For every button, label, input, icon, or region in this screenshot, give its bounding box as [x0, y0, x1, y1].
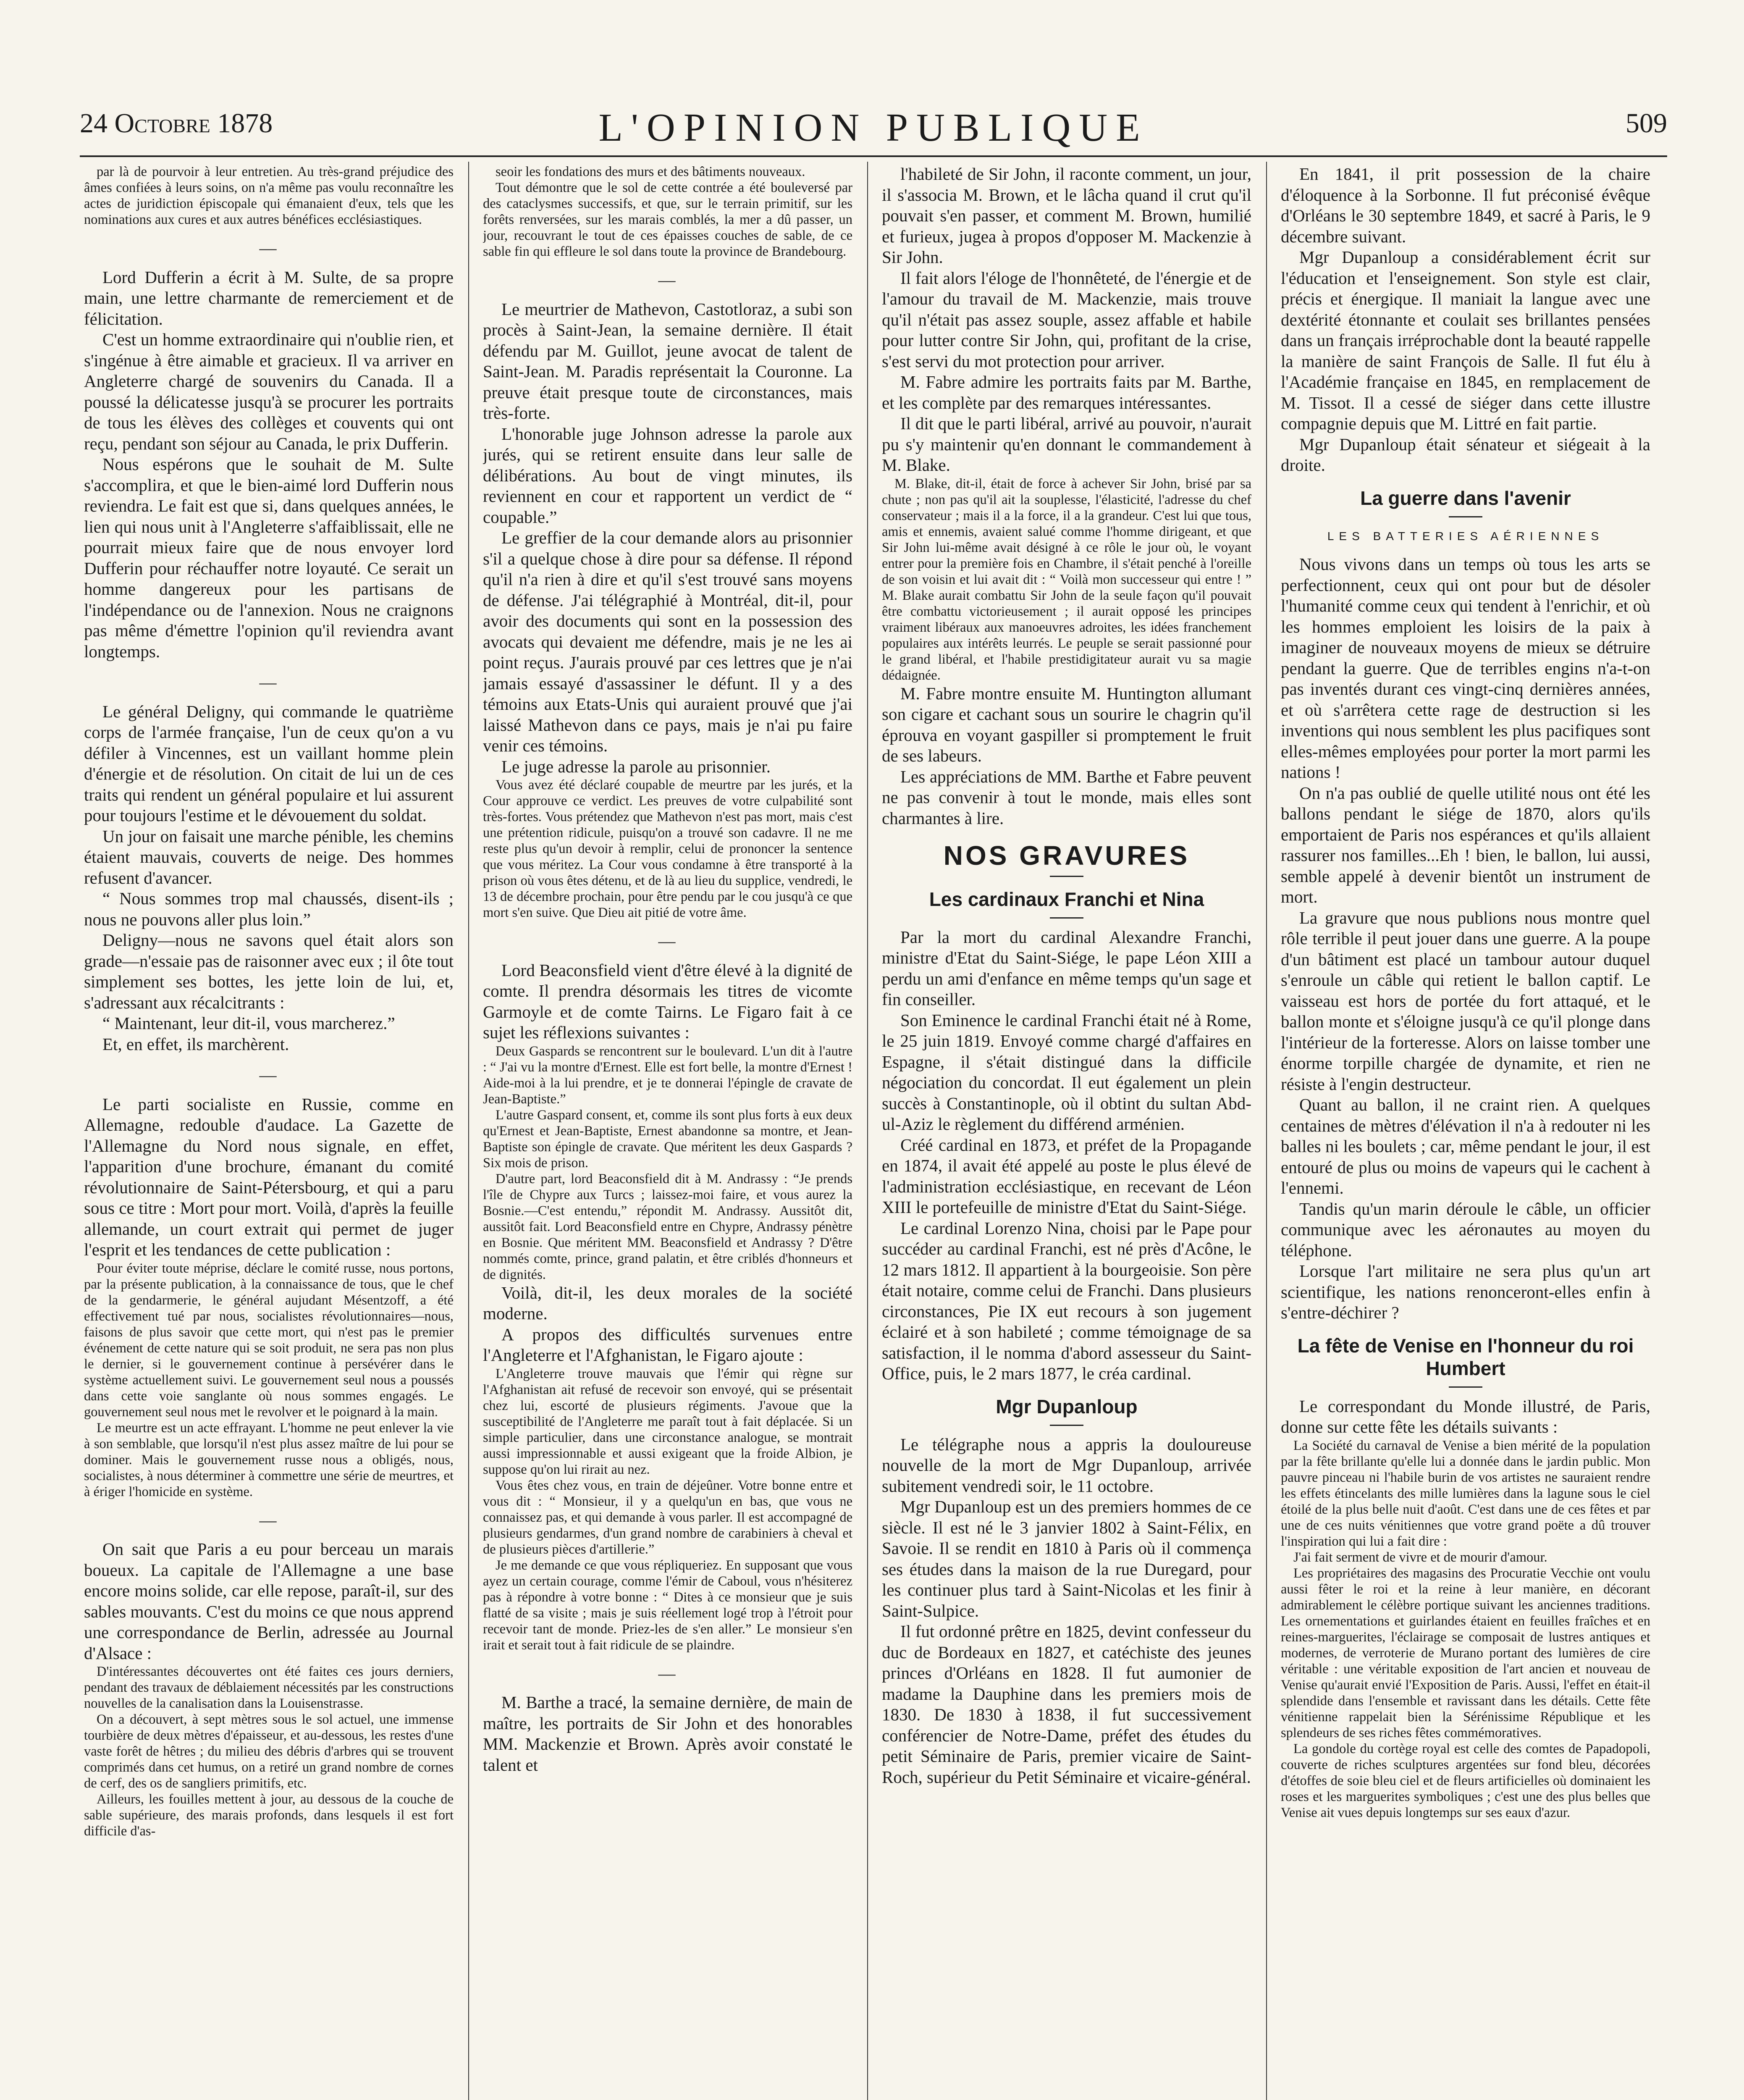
quoted-paragraph: L'Angleterre trouve mauvais que l'émir qui règne sur l'Afghanistan ait refusé de recevoir son envoyé, qui se présentait chez lui, escorté de plusieurs régiments. J'avoue que la susceptibilité de l'Angleterre me paraît tout à fait déplacée. Si un simple particulier, dans une circonstance analogue, se montrait aussi impressionnable et aussi exigeant que la froide Albion, je suppose qu'on lui rirait au nez.: [483, 1366, 852, 1477]
section-separator: —: [259, 672, 278, 692]
quoted-paragraph: L'autre Gaspard consent, et, comme ils sont plus forts à eux deux qu'Ernest et Jean-Baptiste, Ernest abandonne sa montre, et Jean-Baptiste son épingle de cravate. Que méritent les deux Gaspards ? Six mois de prison.: [483, 1107, 852, 1171]
paragraph: M. Barthe a tracé, la semaine dernière, de main de maître, les portraits de Sir John et des honorables MM. Mackenzie et Brown. Après avoir constaté le talent et: [483, 1693, 852, 1774]
quoted-paragraph: D'autre part, lord Beaconsfield dit à M. Andrassy : “Je prends l'île de Chypre aux Turcs ; laissez-moi faire, et vous aurez la Bosnie.—C'est entendu,” répondit M. Andrassy. Aussitôt dit, aussitôt fait. Lord Beaconsfield entre en Chypre, Andrassy pénètre en Bosnie. Que méritent MM. Beaconsfield et Andrassy ? D'être nommés comte, prince, grand palatin, et être criblés d'honneurs et de dignités.: [483, 1171, 852, 1282]
paragraph: Lord Beaconsfield vient d'être élevé à la dignité de comte. Il prendra désormais les titres de vicomte Garmoyle et de comte Tairns. Le Figaro fait à ce sujet les réflexions suivantes :: [483, 960, 852, 1042]
paragraph: Le correspondant du Monde illustré, de Paris, donne sur cette fête les détails suivants :: [1281, 1396, 1650, 1436]
date-day: 24: [80, 108, 108, 139]
paragraph: Et, en effet, ils marchèrent.: [102, 1034, 289, 1054]
quoted-paragraph: Deux Gaspards se rencontrent sur le boulevard. L'un dit à l'autre : “ J'ai vu la montre d'Ernest. Elle est fort belle, la montre d'Ernest ! Aide-moi à la lui prendre, et je te donnerai l'épingle de cravate de Jean-Baptiste.”: [483, 1043, 852, 1107]
section-separator: —: [658, 270, 677, 289]
paragraph: On n'a pas oublié de quelle utilité nous ont été les ballons pendant le siége de 1870, alors qu'ils emportaient de Paris nos espérances et qu'ils allaient rassurer nos familles...Eh ! bien, le ballon, lui aussi, semble appelé à devenir bientôt un instrument de mort.: [1281, 783, 1650, 906]
heading-rule: [1449, 516, 1482, 517]
quoted-paragraph: On a découvert, à sept mètres sous le sol actuel, une immense tourbière de deux mètres d'épaisseur, et au-dessous, les restes d'une vaste forêt de hêtres ; du milieu des débris d'arbres qui se trouvent comprimés dans cet humus, on a retiré un grand nombre de cornes de cerf, des os de sangliers primitifs, etc.: [84, 1712, 454, 1791]
paragraph: l'habileté de Sir John, il raconte comment, un jour, il s'associa M. Brown, et le lâcha quand il crut qu'il pouvait s'en passer, et comment M. Brown, humilié et furieux, jugea à propos d'opposer M. Mackenzie à Sir John.: [882, 164, 1251, 267]
article-subheading: LES BATTERIES AÉRIENNES: [1327, 529, 1604, 543]
quoted-paragraph: D'intéressantes découvertes ont été faites ces jours derniers, pendant des travaux de déblaiement nécessités par les constructions nouvelles de la canalisation dans la Louisenstrasse.: [84, 1664, 454, 1711]
article-heading: Mgr Dupanloup: [996, 1395, 1138, 1418]
section-separator: —: [259, 238, 278, 257]
quoted-paragraph: J'ai fait serment de vivre et de mourir d'amour.: [1293, 1549, 1547, 1565]
paragraph: La gravure que nous publions nous montre quel rôle terrible il peut jouer dans une guerre. A la poupe d'un bâtiment est placé un tambour autour duquel s'enroule un câble qui retient le ballon captif. Le vaisseau est hors de portée du fort attaqué, et le ballon monte et s'éloigne jusqu'à ce qu'il plonge dans l'intérieur de la forteresse. Alors on laisse tomber une énorme torpille chargée de dynamite, et rien ne résiste à l'engin destructeur.: [1281, 908, 1650, 1094]
page-header: [80, 105, 1667, 151]
date-year: 1878: [217, 108, 273, 139]
article-heading: Les cardinaux Franchi et Nina: [929, 888, 1204, 910]
paragraph: C'est un homme extraordinaire qui n'oublie rien, et s'ingénue à être aimable et gracieux. Il va arriver en Angleterre chargé de souvenirs du Canada. Il a poussé la délicatesse jusqu'à se procurer les portraits de tous les élèves des collèges et couvents qui ont reçu, pendant son séjour au Canada, le prix Dufferin.: [84, 330, 454, 453]
paragraph: En 1841, il prit possession de la chaire d'éloquence à la Sorbonne. Il fut préconisé évêque d'Orléans le 30 septembre 1849, et sacré à Paris, le 9 décembre suivant.: [1281, 164, 1650, 246]
paragraph: Le meurtrier de Mathevon, Castotloraz, a subi son procès à Saint-Jean, la semaine dernière. Il était défendu par M. Guillot, jeune avocat de talent de Saint-Jean. M. Paradis représentait la Couronne. La preuve était presque toute de circonstances, mais très-forte.: [483, 299, 852, 423]
paragraph: Le télégraphe nous a appris la douloureuse nouvelle de la mort de Mgr Dupanloup, arrivée subitement vendredi soir, le 11 octobre.: [882, 1434, 1251, 1496]
paragraph: Créé cardinal en 1873, et préfet de la Propagande en 1874, il avait été appelé au poste le plus élevé de l'administration ecclésiastique, en recevant de Léon XIII le portefeuille de ministre d'Etat du Saint-Siége.: [882, 1135, 1251, 1217]
paragraph: Tandis qu'un marin déroule le câble, un officier communique avec les aéronautes au moyen du téléphone.: [1281, 1199, 1650, 1260]
paragraph: Par la mort du cardinal Alexandre Franchi, ministre d'Etat du Saint-Siége, le pape Léon XIII a perdu un ami d'enfance en même temps qu'un sage et fin conseiller.: [882, 927, 1251, 1009]
column-3: [882, 164, 1251, 2100]
paragraph: Un jour on faisait une marche pénible, les chemins étaient mauvais, couverts de neige. Des hommes refusent d'avancer.: [84, 826, 454, 887]
paragraph: Le greffier de la cour demande alors au prisonnier s'il a quelque chose à dire pour sa défense. Il répond qu'il n'a rien à dire et qu'il s'est trouvé sans moyens de défense. J'ai télégraphié à Montréal, dit-il, pour avoir des documents qui sont en la possession des avocats qui devaient me défendre, mais je ne les ai point reçus. J'aurais prouvé par ces lettres que je n'ai jamais essayé d'assassiner le défunt. Il y a des témoins aux Etats-Unis qui auraient prouvé que j'ai laissé Mathevon dans ce pays, mais je n'ai pu faire venir ces témoins.: [483, 528, 852, 755]
heading-rule: [1050, 876, 1083, 877]
paragraph: Il fut ordonné prêtre en 1825, devint confesseur du duc de Bordeaux en 1827, et catéchiste des jeunes princes d'Orléans en 1828. Il fut aumonier de madame la Dauphine dans les premiers mois de 1830. De 1830 à 1838, il fut successivement conférencier de Notre-Dame, préfet des études du petit Séminaire de Paris, premier vicaire de Saint-Roch, supérieur du Petit Séminaire et vicaire-général.: [882, 1622, 1251, 1787]
article-heading: La fête de Venise en l'honneur du roi Humbert: [1297, 1334, 1634, 1379]
paragraph: Il dit que le parti libéral, arrivé au pouvoir, n'aurait pu s'y maintenir qu'en donnant le commandement à M. Blake.: [882, 414, 1251, 475]
quoted-paragraph: Pour éviter toute méprise, déclare le comité russe, nous portons, par la présente publication, à la connaissance de tous, que le chef de la gendarmerie, le général aujudant Mésentzoff, a été effectivement tué par nous, socialistes révolutionnaires—nous, faisons de plus savoir que cette mort, qui n'est pas le premier événement de cette nature qui se soit produit, ne sera pas non plus le dernier, si le gouvernement continue à persévérer dans le système actuellement suivi. Le gouvernement seul nous a poussés dans cette voie sanglante où nous sommes engagés. Le gouvernement seul nous met le revolver et le poignard à la main.: [84, 1260, 454, 1420]
column-4: [1281, 164, 1650, 2100]
heading-rule: [1050, 917, 1083, 919]
paragraph: L'honorable juge Johnson adresse la parole aux jurés, qui se retirent ensuite dans leur salle de délibérations. Au bout de vingt minutes, ils reviennent en cour et rapportent un verdict de “ coupable.”: [483, 424, 852, 527]
paragraph: “ Nous sommes trop mal chaussés, disent-ils ; nous ne pouvons aller plus loin.”: [84, 889, 454, 929]
page-number: 509: [1626, 108, 1667, 139]
paragraph: M. Fabre montre ensuite M. Huntington allumant son cigare et cachant sous un sourire le chagrin qu'il éprouva en voyant gaspiller si promptement le fruit de ses labeurs.: [882, 683, 1251, 765]
column-2: [483, 164, 852, 2100]
paragraph: M. Fabre admire les portraits faits par M. Barthe, et les complète par des remarques intéressantes.: [882, 372, 1251, 412]
section-separator: —: [259, 1510, 278, 1530]
header-rule: [80, 155, 1667, 157]
paragraph: Nous espérons que le souhait de M. Sulte s'accomplira, et que le bien-aimé lord Dufferin nous reviendra. Le fait est que si, dans quelques années, le lien qui nous unit à l'Angleterre s'affaiblissait, elle ne pourrait mieux faire que de nous envoyer lord Dufferin pour réchauffer notre loyauté. Ce serait un homme dangereux pour les partisans de l'indépendance ou de l'annexion. Nous ne craignons pas même d'émettre l'opinion qu'il reviendra avant longtemps.: [84, 454, 454, 661]
paragraph: Le juge adresse la parole au prisonnier.: [501, 756, 771, 776]
quoted-paragraph: La Société du carnaval de Venise a bien mérité de la population par la fête brillante qu'elle lui a donnée dans le jardin public. Mon pauvre pinceau ni l'habile burin de vos artistes ne sauraient rendre les effets étincelants des mille lumières dans la lagune sous le ciel étoilé de la plus belle nuit d'août. C'est dans une de ces fêtes et par une de ces nuits vénitiennes que votre grand poëte a dû trouver l'inspiration qui lui a fait dire :: [1281, 1438, 1650, 1549]
paragraph: Voilà, dit-il, les deux morales de la société moderne.: [483, 1283, 852, 1323]
paragraph: Deligny—nous ne savons quel était alors son grade—n'essaie pas de raisonner avec eux ; il ôte tout simplement ses bottes, les jette loin de lui, et, s'adressant aux récalcitrants :: [84, 930, 454, 1012]
quoted-paragraph: Ailleurs, les fouilles mettent à jour, au dessous de la couche de sable supérieure, des marais profonds, dans lesquels il est fort difficile d'as-: [84, 1792, 454, 1839]
section-separator: —: [658, 931, 677, 950]
paragraph: Lord Dufferin a écrit à M. Sulte, de sa propre main, une lettre charmante de remerciement et de félicitation.: [84, 267, 454, 328]
paragraph: Mgr Dupanloup est un des premiers hommes de ce siècle. Il est né le 3 janvier 1802 à Saint-Félix, en Savoie. Il se rendit en 1810 à Paris où il commença ses études dans la maison de la rue Duregard, pour les continuer plus tard à Saint-Nicolas et les finir à Saint-Sulpice.: [882, 1497, 1251, 1620]
paragraph: Nous vivons dans un temps où tous les arts se perfectionnent, ceux qui ont pour but de désoler l'humanité comme ceux qui tendent à l'enrichir, et où les hommes emploient les loisirs de la paix à imaginer de nouveaux moyens de mieux se détruire pendant la guerre. Que de terribles engins n'a-t-on pas inventés durant ces vingt-cinq dernières années, et où s'arrêtera cette rage de destruction si les inventions qui nous semblent les plus pacifiques sont elles-mêmes employées pour porter la mort parmi les nations !: [1281, 554, 1650, 782]
paragraph: A propos des difficultés survenues entre l'Angleterre et l'Afghanistan, le Figaro ajoute :: [483, 1324, 852, 1365]
paragraph: Lorsque l'art militaire ne sera plus qu'un art scientifique, les nations renonceront-elles enfin à s'entre-déchirer ?: [1281, 1261, 1650, 1322]
column-divider: [867, 162, 868, 2100]
quoted-paragraph: Les propriétaires des magasins des Procuratie Vecchie ont voulu aussi fêter le roi et la reine à leur manière, en décorant admirablement le célèbre portique suivant les anciennes traditions. Les ornementations et guirlandes étaient en feuilles fraîches et en reines-marguerites, l'éclairage se composait de lustres antiques et modernes, de verroterie de Murano portant des lumières de cire véritable : une véritable exposition de l'art ancien et nouveau de Venise qu'aurait envié l'Exposition de Paris. Aussi, l'effet en était-il splendide dans l'ensemble et ravissant dans les détails. Cette fête vénitienne rappelait bien la Sérénissime République et les splendeurs de ses riches fêtes commémoratives.: [1281, 1565, 1650, 1740]
quoted-paragraph: Tout démontre que le sol de cette contrée a été bouleversé par des cataclysmes successifs, et que, sur le terrain primitif, sur les forêts renversées, sur les marais comblés, la mer a dû passer, un jour, recouvrant le tout de ces épaisses couches de sable, de ce sable fin qui effleure le sol dans toute la province de Brandebourg.: [483, 180, 852, 259]
column-1: [84, 164, 454, 2100]
quoted-paragraph: Je me demande ce que vous répliqueriez. En supposant que vous ayez un certain courage, comme l'émir de Caboul, vous n'hésiterez pas à répondre à votre bonne : “ Dites à ce monsieur que je suis flatté de sa visite ; mais je suis réellement logé trop à l'étroit pour recevoir tant de monde. Priez-les de s'en aller.” Le monsieur s'en irait et serait tout à fait ridicule de se plaindre.: [483, 1557, 852, 1653]
quoted-paragraph: La gondole du cortège royal est celle des comtes de Papadopoli, couverte de riches sculptures argentées sur fond bleu, décorées d'étoffes de soie bleu ciel et de fleurs artificielles où dominaient les roses et les marguerites symboliques ; c'est une des plus belles que Venise ait vues depuis longtemps sur ses eaux d'azur.: [1281, 1741, 1650, 1820]
column-divider: [468, 162, 469, 2100]
article-heading: La guerre dans l'avenir: [1360, 487, 1571, 509]
quoted-paragraph: Vous êtes chez vous, en train de déjeûner. Votre bonne entre et vous dit : “ Monsieur, il y a quelqu'un en bas, que vous ne connaissez pas, et qui demande à vous parler. Il est accompagné de plusieurs gendarmes, d'un grand nombre de carabiniers à cheval et de plusieurs pièces d'artillerie.”: [483, 1478, 852, 1557]
paragraph: Le parti socialiste en Russie, comme en Allemagne, redouble d'audace. La Gazette de l'Allemagne du Nord nous signale, en effet, l'apparition d'une brochure, émanant du comité révolutionnaire de Saint-Pétersbourg, et qui a paru sous ce titre : Mort pour mort. Voilà, d'après la feuille allemande, un court extrait qui permet de juger l'esprit et les tendances de cette publication :: [84, 1094, 454, 1259]
paragraph: Il fait alors l'éloge de l'honnêteté, de l'énergie et de l'amour du travail de M. Mackenzie, mais trouve qu'il n'était pas assez souple, assez affable et habile pour lutter contre Sir John, qui, profitant de la crise, s'est servi du mot protection pour arriver.: [882, 268, 1251, 371]
section-heading: NOS GRAVURES: [943, 840, 1190, 871]
paragraph: On sait que Paris a eu pour berceau un marais boueux. La capitale de l'Allemagne a une base encore moins solide, car elle repose, paraît-il, sur des sables mouvants. C'est du moins ce que nous apprend une correspondance de Berlin, adressée au Journal d'Alsace :: [84, 1539, 454, 1663]
paragraph: Le général Deligny, qui commande le quatrième corps de l'armée française, l'un de ceux qu'on a vu défiler à Vincennes, est un vaillant homme plein d'énergie et de résolution. On citait de lui un de ces traits qui rendent un général populaire et lui assurent pour toujours l'estime et le dévouement du soldat.: [84, 701, 454, 825]
heading-rule: [1449, 1386, 1482, 1388]
quoted-paragraph: par là de pourvoir à leur entretien. Au très-grand préjudice des âmes confiées à leurs soins, on n'a même pas voulu reconnaître les actes de juridiction épiscopale qui émanaient d'eux, tels que les nominations aux cures et aux autres bénéfices ecclésiastiques.: [84, 164, 454, 227]
section-separator: —: [259, 1065, 278, 1084]
quoted-paragraph: Vous avez été déclaré coupable de meurtre par les jurés, et la Cour approuve ce verdict. Les preuves de votre culpabilité sont très-fortes. Vous prétendez que Mathevon n'est pas mort, mais c'est une prétention ridicule, puisqu'on a trouvé son cadavre. Il ne me reste plus qu'un devoir à remplir, celui de prononcer la sentence que vous méritez. La Cour vous condamne à être transporté à la prison où vous êtes détenu, et de là au lieu du supplice, vendredi, le 13 de décembre prochain, pour être pendu par le cou jusqu'à ce que mort s'en suive. Que Dieu ait pitié de votre âme.: [483, 777, 852, 920]
quoted-paragraph: M. Blake, dit-il, était de force à achever Sir John, brisé par sa chute ; non pas qu'il ait la souplesse, l'élasticité, l'adresse du chef conservateur ; mais il a la force, il a la grandeur. C'est lui que tous, amis et ennemis, avaient salué comme l'homme dirigeant, et que Sir John lui-même avait désigné à ce rôle le jour où, le voyant entrer pour la première fois en Chambre, il s'était penché à l'oreille de son voisin et lui avait dit : “ Voilà mon successeur qui entre ! ” M. Blake aurait combattu Sir John de la seule façon qu'il pouvait être combattu victorieusement ; il aurait opposé les principes vraiment libéraux aux manoeuvres adroites, les idées franchement populaires aux intérêts leurrés. Le peuple se serait passionné pour le grand libéral, et l'habile prestidigitateur aurait vu sa magie dédaignée.: [882, 476, 1251, 683]
paragraph: Mgr Dupanloup était sénateur et siégeait à la droite.: [1281, 434, 1650, 475]
column-divider: [1266, 162, 1267, 2100]
newspaper-title: L'OPINION PUBLIQUE: [598, 106, 1149, 150]
paragraph: Le cardinal Lorenzo Nina, choisi par le Pape pour succéder au cardinal Franchi, est né près d'Acône, le 12 mars 1812. Il appartient à la bourgeoisie. Son père était notaire, comme celui de Franchi. Dans plusieurs circonstances, Pie IX eut recours à son jugement éclairé et à son habileté ; comme témoignage de sa satisfaction, il le nomma d'abord assesseur du Saint-Office, puis, le 2 mars 1877, le créa cardinal.: [882, 1218, 1251, 1383]
paragraph: Mgr Dupanloup a considérablement écrit sur l'éducation et l'enseignement. Son style est clair, précis et énergique. Il maniait la langue avec une dextérité étonnante et coulait ses brillantes pensées dans un français irréprochable dont la beauté rappelle la manière de saint François de Salle. Il fut élu à l'Académie française en 1845, en remplacement de M. Tissot. Il a cessé de siéger dans cette illustre compagnie depuis que M. Littré en fait partie.: [1281, 247, 1650, 433]
date-month: Octobre: [114, 108, 210, 139]
heading-rule: [1050, 1425, 1083, 1426]
paragraph: Quant au ballon, il ne craint rien. A quelques centaines de mètres d'élévation il n'a à redouter ni les balles ni les boulets ; car, même pendant le jour, il est entouré de plus ou moins de vapeurs qui le cachent à l'ennemi.: [1281, 1095, 1650, 1197]
paragraph: Les appréciations de MM. Barthe et Fabre peuvent ne pas convenir à tout le monde, mais elles sont charmantes à lire.: [882, 766, 1251, 828]
paragraph: “ Maintenant, leur dit-il, vous marcherez.”: [102, 1013, 395, 1033]
section-separator: —: [658, 1663, 677, 1683]
quoted-paragraph: Le meurtre est un acte effrayant. L'homme ne peut enlever la vie à son semblable, que lorsqu'il n'est plus assez maître de lui pour se dominer. Mais le gouvernement russe nous a obligés, nous, socialistes, à nous déterminer à commettre une série de meurtres, et à ériger l'homicide en système.: [84, 1420, 454, 1499]
paragraph: Son Eminence le cardinal Franchi était né à Rome, le 25 juin 1819. Envoyé comme chargé d'affaires en Espagne, il s'était distingué dans la difficile négociation du concordat. Il eut également un plein succès à Constantinople, où il obtint du sultan Abd-ul-Aziz le règlement du différend arménien.: [882, 1010, 1251, 1134]
quoted-paragraph: seoir les fondations des murs et des bâtiments nouveaux.: [496, 164, 805, 179]
